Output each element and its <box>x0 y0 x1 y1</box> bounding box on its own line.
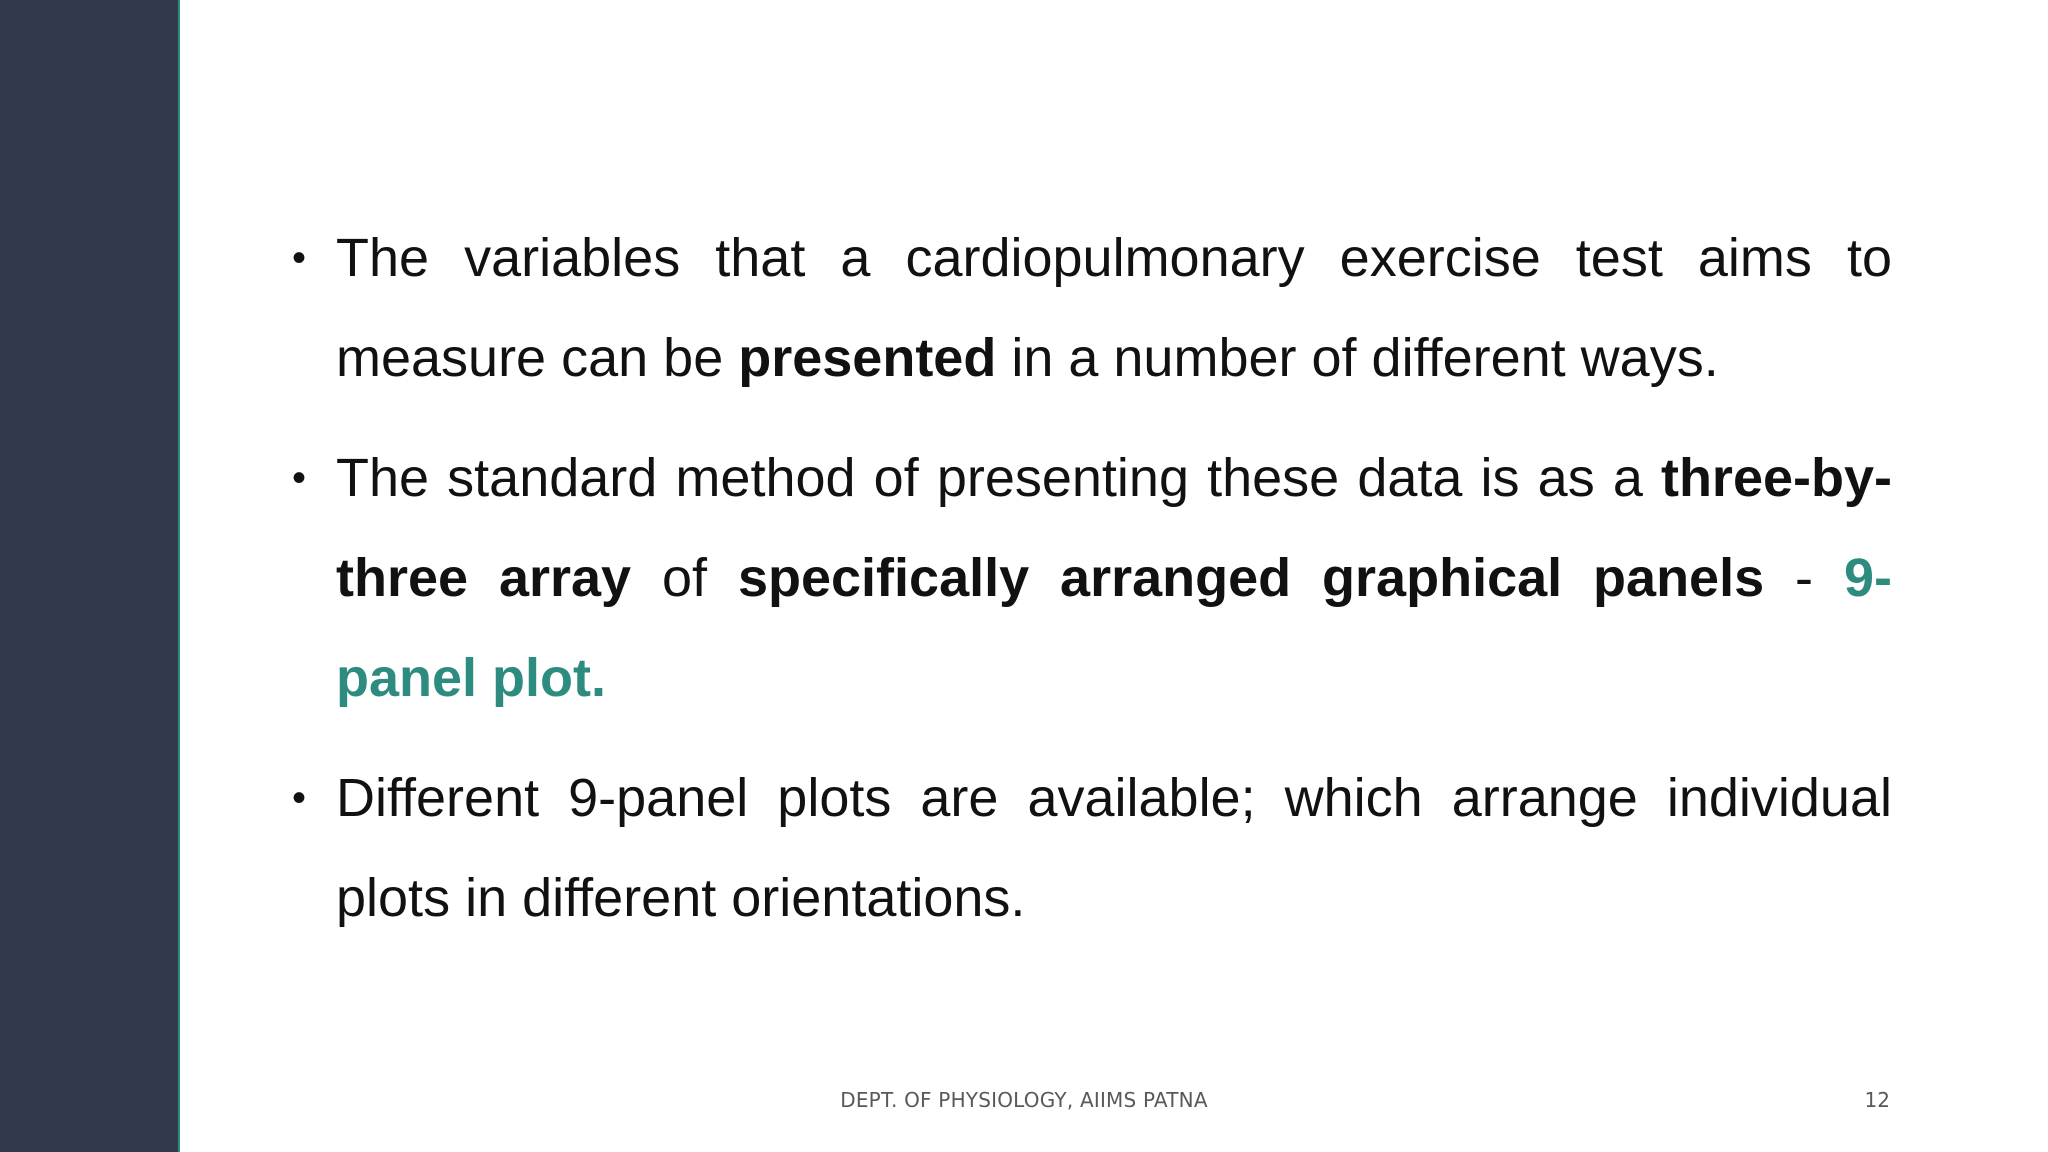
footer-department: DEPT. OF PHYSIOLOGY, AIIMS PATNA <box>840 1088 1208 1112</box>
bullet-2-text-of: of <box>631 548 738 608</box>
footer-page-number: 12 <box>1864 1088 1890 1112</box>
bullet-dot-icon: • <box>292 236 307 280</box>
bullet-item-3 <box>292 748 1892 948</box>
bullet-3-text: Different 9-panel plots are available; which arrange individual plots in different orientations. <box>336 768 1892 928</box>
bullet-1-text-b: in a number of different ways. <box>996 328 1719 388</box>
bullet-2-highlight-9-panel-plot: 9-panel plot. <box>336 548 1892 708</box>
bullet-item-2 <box>292 428 1892 728</box>
bullet-dot-icon: • <box>292 776 307 820</box>
bullet-2-bold-array: three-by-three array <box>336 448 1892 608</box>
bullet-2-bold-panels: specifically arranged graphical panels <box>737 548 1765 608</box>
bullet-item-1 <box>292 208 1892 408</box>
bullet-1-bold-presented: presented <box>738 328 997 388</box>
bullet-1-text-a: The variables that a cardiopulmonary exercise test aims to measure can be <box>336 228 1892 388</box>
slide-body <box>292 208 1892 968</box>
sidebar-accent-bar <box>0 0 180 1152</box>
bullet-2-text-a: The standard method of presenting these data is as a <box>336 448 1661 508</box>
bullet-dot-icon: • <box>292 456 307 500</box>
bullet-2-text-dash: - <box>1764 548 1844 608</box>
